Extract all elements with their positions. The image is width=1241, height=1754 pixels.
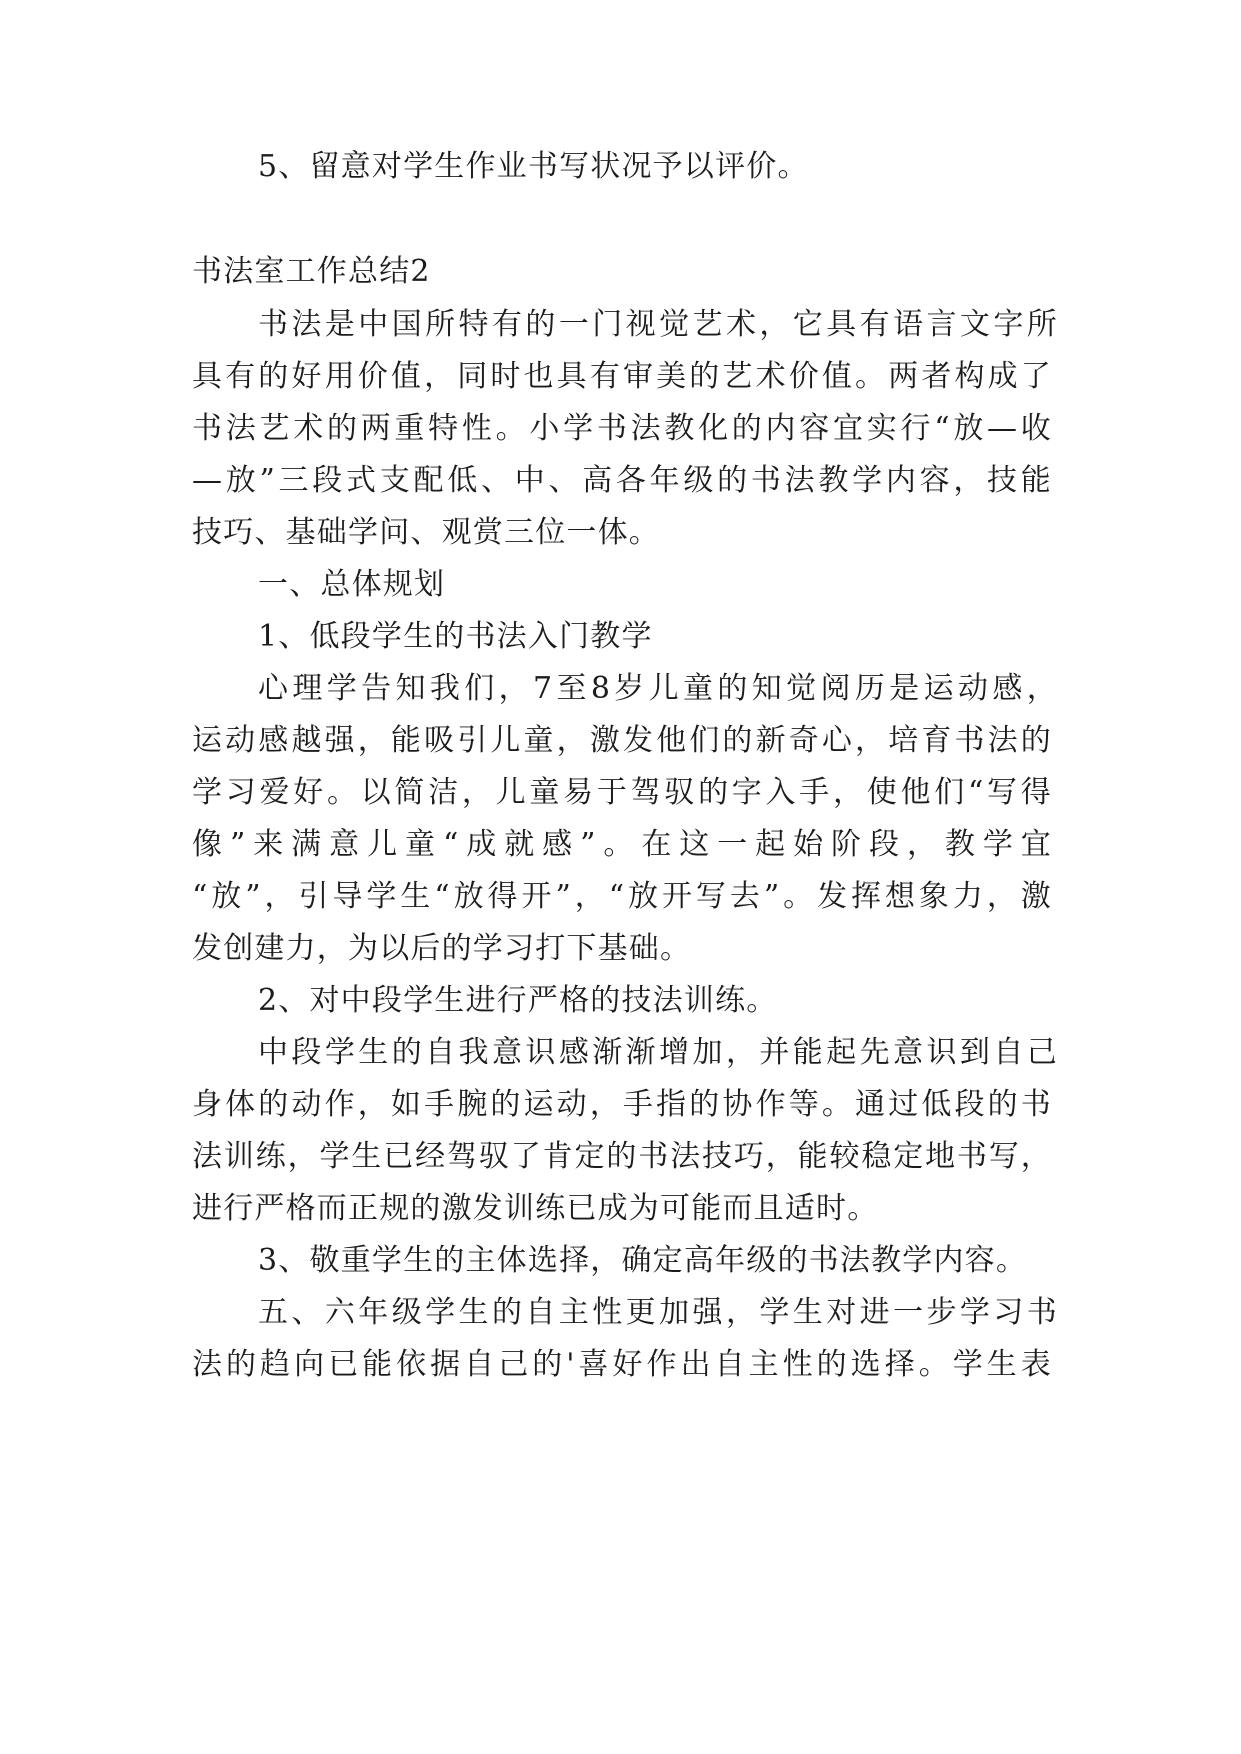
paragraph-line: 发创建力，为以后的学习打下基础。 [192,931,692,966]
list-item-5: 5、留意对学生作业书写状况予以评价。 [258,149,809,184]
section-title: 书法室工作总结2 [192,254,431,289]
paragraph-line: 心理学告知我们，7至8岁儿童的知觉阅历是运动感， [258,671,1058,706]
paragraph-line: 学习爱好。以简洁，儿童易于驾驭的字入手，使他们“写得 [192,775,1052,810]
paragraph-line: 法的趋向已能依据自己的'喜好作出自主性的选择。学生表 [192,1347,1052,1382]
subheading-1: 1、低段学生的书法入门教学 [258,619,653,654]
subheading-3: 3、敬重学生的主体选择，确定高年级的书法教学内容。 [258,1243,1028,1278]
paragraph-line: 技巧、基础学问、观赏三位一体。 [192,515,660,550]
paragraph-line: 身体的动作，如手腕的运动，手指的协作等。通过低段的书 [192,1087,1052,1122]
subheading-2: 2、对中段学生进行严格的技法训练。 [258,983,778,1018]
paragraph-line: 五、六年级学生的自主性更加强，学生对进一步学习书 [258,1295,1058,1330]
heading-overall-plan: 一、总体规划 [258,567,446,602]
paragraph-line: 书法艺术的两重特性。小学书法教化的内容宜实行“放—收 [192,411,1052,446]
paragraph-line: 进行严格而正规的激发训练已成为可能而且适时。 [192,1191,879,1226]
paragraph-line: 中段学生的自我意识感渐渐增加，并能起先意识到自己 [258,1035,1058,1070]
paragraph-line: 法训练，学生已经驾驭了肯定的书法技巧，能较稳定地书写， [192,1139,1052,1174]
paragraph-line: 具有的好用价值，同时也具有审美的艺术价值。两者构成了 [192,359,1052,394]
paragraph-line: 书法是中国所特有的一门视觉艺术，它具有语言文字所 [258,307,1058,342]
paragraph-line: —放”三段式支配低、中、高各年级的书法教学内容，技能 [192,463,1052,498]
paragraph-line: 运动感越强，能吸引儿童，激发他们的新奇心，培育书法的 [192,723,1052,758]
paragraph-line: “放”，引导学生“放得开”，“放开写去”。发挥想象力，激 [192,879,1052,914]
paragraph-line: 像”来满意儿童“成就感”。在这一起始阶段，教学宜 [192,827,1052,862]
